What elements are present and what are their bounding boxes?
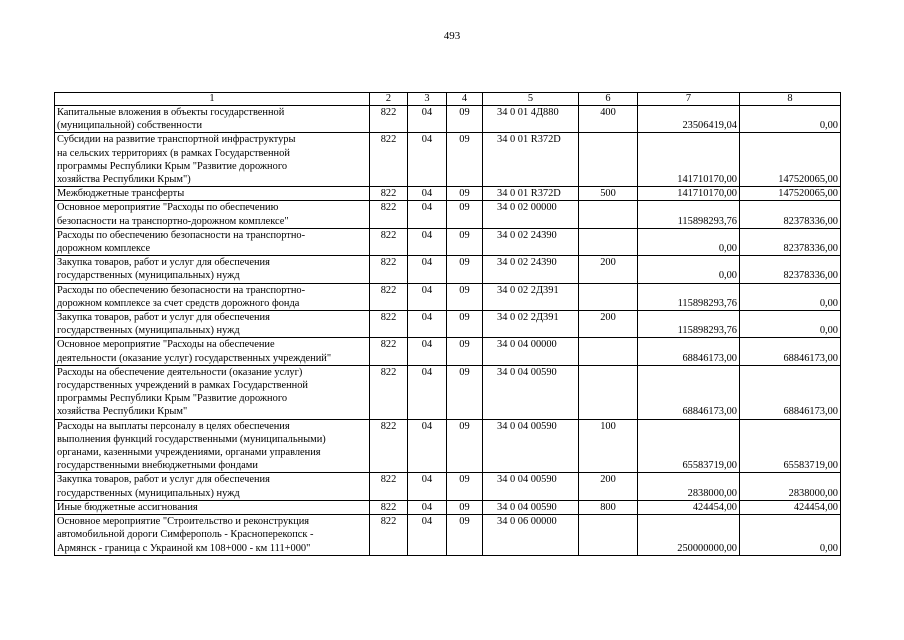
section-cell: 04 — [408, 133, 447, 187]
expense-type-cell — [579, 228, 638, 255]
target-article-cell: 34 0 04 00590 — [483, 365, 579, 419]
section-cell: 04 — [408, 311, 447, 338]
amount-year1-cell: 68846173,00 — [638, 338, 740, 365]
admin-code-cell: 822 — [370, 515, 408, 556]
section-cell: 04 — [408, 283, 447, 310]
item-name-line: Расходы по обеспечению безопасности на транспортно- — [57, 284, 306, 296]
header-cell: 6 — [579, 93, 638, 106]
amount-year2-cell: 0,00 — [740, 283, 841, 310]
item-name-line: выполнения функций государственными (муниципальными) — [57, 433, 326, 445]
admin-code-cell: 822 — [370, 133, 408, 187]
header-cell: 2 — [370, 93, 408, 106]
item-name-line: государственными внебюджетными фондами — [57, 460, 258, 472]
expense-type-cell: 800 — [579, 500, 638, 514]
amount-year1-cell: 250000000,00 — [638, 515, 740, 556]
amount-year2-cell: 0,00 — [740, 515, 841, 556]
section-cell: 04 — [408, 187, 447, 201]
item-name-line: безопасности на транспортно-дорожном комплексе" — [57, 215, 289, 227]
expense-type-cell: 200 — [579, 473, 638, 500]
item-name-line: органами, казенными учреждениями, органами управления — [57, 447, 321, 459]
amount-year2-cell: 68846173,00 — [740, 338, 841, 365]
subsection-cell: 09 — [447, 187, 483, 201]
item-name-cell — [55, 515, 370, 556]
item-name-line: автомобильной дороги Симферополь - Красноперекопск - — [57, 529, 314, 541]
table-row — [55, 500, 841, 514]
table-row — [55, 187, 841, 201]
amount-year1-cell: 0,00 — [638, 228, 740, 255]
item-name-line: Субсидии на развитие транспортной инфраструктуры — [57, 134, 296, 146]
subsection-cell: 09 — [447, 500, 483, 514]
item-name-line: Закупка товаров, работ и услуг для обеспечения — [57, 257, 270, 269]
subsection-cell: 09 — [447, 311, 483, 338]
admin-code-cell: 822 — [370, 500, 408, 514]
amount-year2-cell: 2838000,00 — [740, 473, 841, 500]
subsection-cell: 09 — [447, 473, 483, 500]
amount-year1-cell: 141710170,00 — [638, 187, 740, 201]
amount-year2-cell: 0,00 — [740, 311, 841, 338]
admin-code-cell: 822 — [370, 187, 408, 201]
amount-year2-cell: 82378336,00 — [740, 228, 841, 255]
item-name-line: Закупка товаров, работ и услуг для обеспечения — [57, 312, 270, 324]
expense-type-cell — [579, 338, 638, 365]
section-cell: 04 — [408, 338, 447, 365]
table-row — [55, 283, 841, 310]
subsection-cell: 09 — [447, 365, 483, 419]
target-article-cell: 34 0 02 24390 — [483, 228, 579, 255]
item-name-line: государственных (муниципальных) нужд — [57, 270, 240, 282]
subsection-cell: 09 — [447, 283, 483, 310]
budget-table — [54, 92, 841, 556]
amount-year2-cell: 65583719,00 — [740, 419, 841, 473]
amount-year2-cell: 424454,00 — [740, 500, 841, 514]
table-row — [55, 201, 841, 228]
amount-year1-cell: 141710170,00 — [638, 133, 740, 187]
table-row — [55, 133, 841, 187]
section-cell: 04 — [408, 201, 447, 228]
item-name-cell — [55, 311, 370, 338]
target-article-cell: 34 0 01 4Д880 — [483, 106, 579, 133]
target-article-cell: 34 0 01 R372D — [483, 133, 579, 187]
table-header-row — [55, 93, 841, 106]
subsection-cell: 09 — [447, 106, 483, 133]
item-name-line: Расходы на выплаты персоналу в целях обеспечения — [57, 420, 290, 432]
expense-type-cell — [579, 133, 638, 187]
expense-type-cell: 500 — [579, 187, 638, 201]
page-number: 493 — [443, 30, 461, 42]
table-row — [55, 515, 841, 556]
target-article-cell: 34 0 04 00590 — [483, 473, 579, 500]
expense-type-cell — [579, 283, 638, 310]
header-cell: 4 — [447, 93, 483, 106]
amount-year1-cell: 115898293,76 — [638, 201, 740, 228]
amount-year2-cell: 147520065,00 — [740, 187, 841, 201]
table-row — [55, 256, 841, 283]
section-cell: 04 — [408, 419, 447, 473]
amount-year1-cell: 424454,00 — [638, 500, 740, 514]
table-row — [55, 106, 841, 133]
table-row — [55, 228, 841, 255]
table-row — [55, 311, 841, 338]
item-name-line: государственных (муниципальных) нужд — [57, 325, 240, 337]
target-article-cell: 34 0 04 00000 — [483, 338, 579, 365]
target-article-cell: 34 0 02 2Д391 — [483, 311, 579, 338]
item-name-line: программы Республики Крым "Развитие дорожного — [57, 160, 288, 172]
subsection-cell: 09 — [447, 256, 483, 283]
expense-type-cell: 100 — [579, 419, 638, 473]
section-cell: 04 — [408, 106, 447, 133]
item-name-cell — [55, 106, 370, 133]
item-name-line: Основное мероприятие "Строительство и реконструкция — [57, 516, 310, 528]
subsection-cell: 09 — [447, 133, 483, 187]
admin-code-cell: 822 — [370, 256, 408, 283]
admin-code-cell: 822 — [370, 283, 408, 310]
item-name-line: программы Республики Крым "Развитие дорожного — [57, 393, 288, 405]
item-name-line: Иные бюджетные ассигнования — [57, 501, 198, 513]
target-article-cell: 34 0 04 00590 — [483, 500, 579, 514]
expense-type-cell — [579, 201, 638, 228]
table-row — [55, 473, 841, 500]
item-name-cell — [55, 500, 370, 514]
item-name-line: хозяйства Республики Крым") — [57, 174, 191, 186]
item-name-line: государственных (муниципальных) нужд — [57, 487, 240, 499]
section-cell: 04 — [408, 228, 447, 255]
amount-year2-cell: 0,00 — [740, 106, 841, 133]
item-name-cell — [55, 338, 370, 365]
amount-year2-cell: 82378336,00 — [740, 201, 841, 228]
amount-year2-cell: 82378336,00 — [740, 256, 841, 283]
subsection-cell: 09 — [447, 338, 483, 365]
target-article-cell: 34 0 02 2Д391 — [483, 283, 579, 310]
item-name-line: Расходы на обеспечение деятельности (оказание услуг) — [57, 366, 303, 378]
admin-code-cell: 822 — [370, 201, 408, 228]
admin-code-cell: 822 — [370, 228, 408, 255]
amount-year1-cell: 115898293,76 — [638, 311, 740, 338]
item-name-cell — [55, 283, 370, 310]
amount-year1-cell: 2838000,00 — [638, 473, 740, 500]
amount-year1-cell: 23506419,04 — [638, 106, 740, 133]
subsection-cell: 09 — [447, 228, 483, 255]
subsection-cell: 09 — [447, 515, 483, 556]
target-article-cell: 34 0 06 00000 — [483, 515, 579, 556]
item-name-line: хозяйства Республики Крым" — [57, 406, 188, 418]
expense-type-cell: 200 — [579, 311, 638, 338]
item-name-line: Капитальные вложения в объекты государственной — [57, 107, 285, 118]
expense-type-cell: 400 — [579, 106, 638, 133]
section-cell: 04 — [408, 365, 447, 419]
item-name-line: дорожном комплексе — [57, 243, 151, 255]
target-article-cell: 34 0 01 R372D — [483, 187, 579, 201]
item-name-line: Основное мероприятие "Расходы на обеспечение — [57, 339, 275, 351]
target-article-cell: 34 0 02 24390 — [483, 256, 579, 283]
item-name-line: Закупка товаров, работ и услуг для обеспечения — [57, 474, 270, 486]
admin-code-cell: 822 — [370, 338, 408, 365]
item-name-line: Армянск - граница с Украиной км 108+000 - км 111+000" — [57, 542, 311, 554]
section-cell: 04 — [408, 256, 447, 283]
amount-year1-cell: 115898293,76 — [638, 283, 740, 310]
admin-code-cell: 822 — [370, 311, 408, 338]
item-name-line: Межбюджетные трансферты — [57, 188, 185, 200]
table-row — [55, 419, 841, 473]
admin-code-cell: 822 — [370, 473, 408, 500]
expense-type-cell — [579, 365, 638, 419]
table-row — [55, 338, 841, 365]
header-cell: 3 — [408, 93, 447, 106]
item-name-cell — [55, 187, 370, 201]
expense-type-cell — [579, 515, 638, 556]
item-name-line: Расходы по обеспечению безопасности на транспортно- — [57, 229, 306, 241]
section-cell: 04 — [408, 500, 447, 514]
amount-year1-cell: 68846173,00 — [638, 365, 740, 419]
amount-year1-cell: 65583719,00 — [638, 419, 740, 473]
admin-code-cell: 822 — [370, 365, 408, 419]
item-name-cell — [55, 201, 370, 228]
expense-type-cell: 200 — [579, 256, 638, 283]
item-name-line: на сельских территориях (в рамках Государственной — [57, 147, 290, 159]
section-cell: 04 — [408, 473, 447, 500]
item-name-line: Основное мероприятие "Расходы по обеспечению — [57, 202, 279, 214]
amount-year1-cell: 0,00 — [638, 256, 740, 283]
header-cell: 1 — [55, 93, 370, 106]
target-article-cell: 34 0 02 00000 — [483, 201, 579, 228]
section-cell: 04 — [408, 515, 447, 556]
item-name-cell — [55, 473, 370, 500]
subsection-cell: 09 — [447, 201, 483, 228]
item-name-cell — [55, 419, 370, 473]
item-name-line: дорожном комплексе за счет средств дорожного фонда — [57, 297, 300, 309]
item-name-line: (муниципальной) собственности — [57, 120, 203, 132]
header-cell: 8 — [740, 93, 841, 106]
header-cell: 5 — [483, 93, 579, 106]
table-row — [55, 365, 841, 419]
target-article-cell: 34 0 04 00590 — [483, 419, 579, 473]
amount-year2-cell: 147520065,00 — [740, 133, 841, 187]
admin-code-cell: 822 — [370, 419, 408, 473]
amount-year2-cell: 68846173,00 — [740, 365, 841, 419]
item-name-line: деятельности (оказание услуг) государственных учреждений" — [57, 352, 332, 364]
header-cell: 7 — [638, 93, 740, 106]
item-name-cell — [55, 228, 370, 255]
item-name-cell — [55, 133, 370, 187]
admin-code-cell: 822 — [370, 106, 408, 133]
item-name-cell — [55, 256, 370, 283]
item-name-line: государственных учреждений в рамках Государственной — [57, 380, 308, 392]
item-name-cell — [55, 365, 370, 419]
subsection-cell: 09 — [447, 419, 483, 473]
